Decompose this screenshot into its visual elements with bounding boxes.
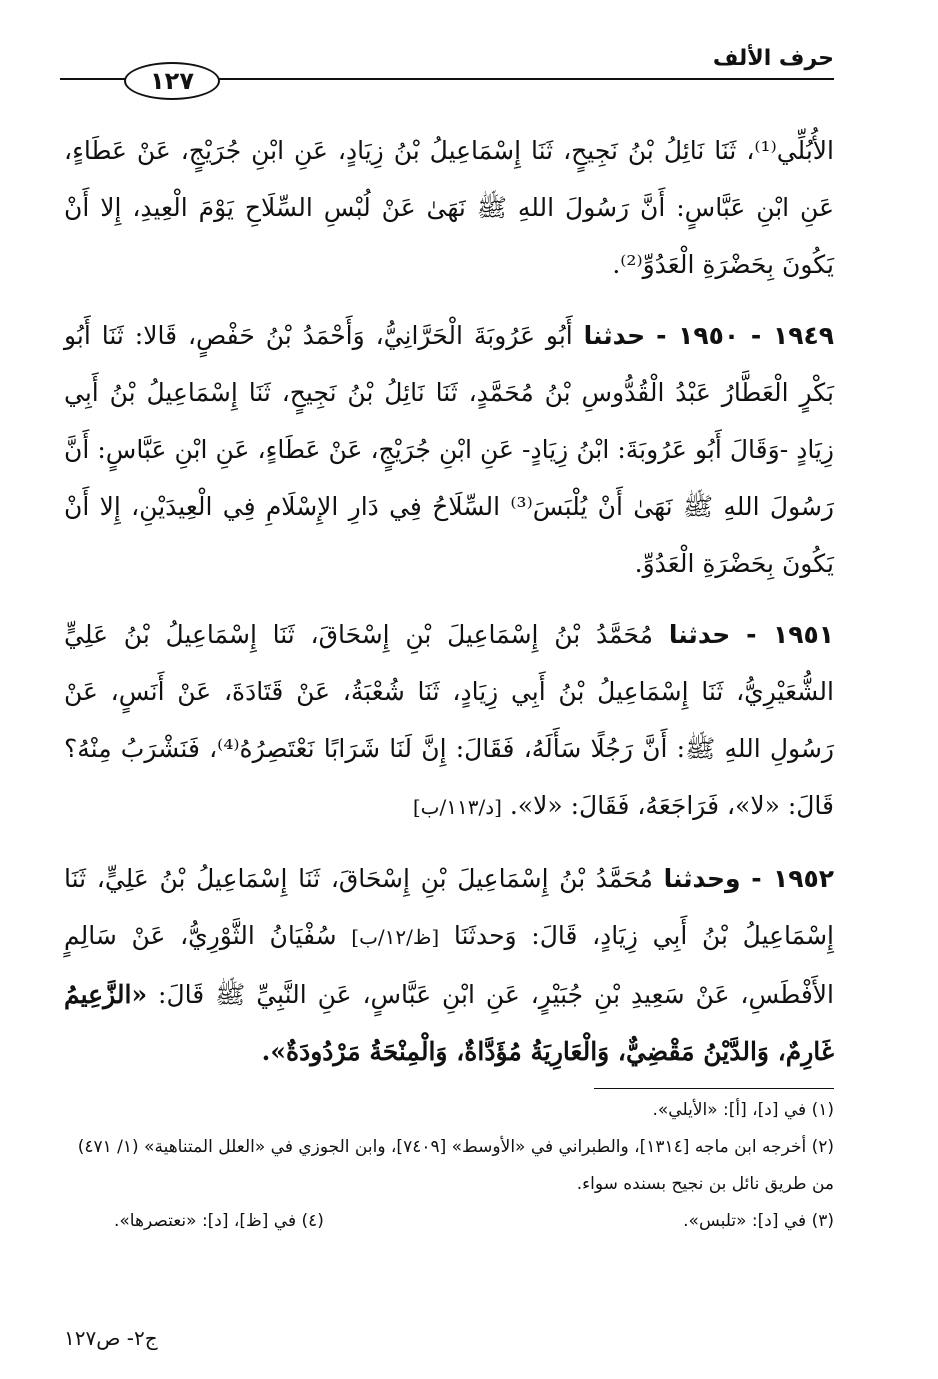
footnote-4: (٤) في [ظ]، [د]: «نعتصرها». bbox=[114, 1211, 324, 1231]
hadith-number: ١٩٤٩ - ١٩٥٠ - bbox=[656, 321, 834, 350]
hadith-1951 bbox=[64, 606, 834, 836]
hadith-text: مُحَمَّدُ بْنُ إِسْمَاعِيلَ بْنِ إِسْحَاقَ، ثَنَا إِسْمَاعِيلُ بْنُ عَلِيٍّ الشُّعَيْرِيُّ، ثَنَا إِسْمَاعِيلُ بْنُ أَبِي زِيَادٍ، ثَنَا شُعْبَةُ، عَنْ قَتَادَةَ، عَنْ أَنَسٍ، عَنْ رَسُولِ اللهِ ﷺ: أَنَّ رَجُلًا سَأَلَهُ، فَقَالَ: إِنَّ لَنَا شَرَابًا نَعْتَصِرُهُ⁽⁴⁾، فَنَشْرَبُ مِنْهُ؟ قَالَ: «لا»، فَرَاجَعَهُ، فَقَالَ: «لا». bbox=[64, 620, 834, 820]
footnote-1: (١) في [د]، [أ]: «الأيلي». bbox=[652, 1100, 834, 1120]
hadith-text-continued: سُفْيَانُ الثَّوْرِيُّ، عَنْ سَالِمٍ الأَفْطَسِ، عَنْ سَعِيدِ بْنِ جُبَيْرٍ، عَنِ ابْنِ عَبَّاسٍ، عَنِ النَّبِيِّ ﷺ قَالَ: bbox=[64, 921, 835, 1009]
hadith-keyword: حدثنا bbox=[668, 620, 731, 649]
hadith-1949-1950 bbox=[64, 307, 834, 592]
page-header bbox=[60, 44, 834, 104]
chapter-title: حرف الألف bbox=[712, 46, 834, 71]
hadith-number: ١٩٥١ - bbox=[746, 620, 834, 649]
footnotes bbox=[64, 1092, 834, 1240]
manuscript-ref: [ظ/١٢/ب] bbox=[351, 925, 440, 949]
main-text bbox=[64, 122, 834, 1094]
hadith-keyword: وحدثنا bbox=[663, 864, 741, 893]
footnote-rule bbox=[594, 1088, 834, 1089]
paragraph-continuation: الأُبُلِّي⁽¹⁾، ثَنَا نَائِلُ بْنُ نَجِيحٍ، ثَنَا إِسْمَاعِيلُ بْنُ زِيَادٍ، عَنِ ابْنِ جُرَيْجٍ، عَنْ عَطَاءٍ، عَنِ ابْنِ عَبَّاسٍ: أَنَّ رَسُولَ اللهِ ﷺ نَهَىٰ عَنْ لُبْسِ السِّلَاحِ يَوْمَ الْعِيدِ، إِلا أَنْ يَكُونَ بِحَضْرَةِ الْعَدُوِّ⁽²⁾. bbox=[64, 136, 834, 279]
hadith-keyword: حدثنا bbox=[583, 321, 646, 350]
hadith-text: أَبُو عَرُوبَةَ الْحَرَّانِيُّ، وَأَحْمَدُ بْنُ حَفْصٍ، قَالا: ثَنَا أَبُو بَكْرٍ الْعَطَّارُ عَبْدُ الْقُدُّوسِ بْنُ مُحَمَّدٍ، ثَنَا نَائِلُ بْنُ نَجِيحٍ، ثَنَا إِسْمَاعِيلُ بْنُ أَبِي زِيَادٍ -وَقَالَ أَبُو عَرُوبَةَ: ابْنُ زِيَادٍ- عَنِ ابْنِ جُرَيْجٍ، عَنْ عَطَاءٍ، عَنِ ابْنِ عَبَّاسٍ: أَنَّ رَسُولَ اللهِ ﷺ نَهَىٰ أَنْ يُلْبَسَ⁽³⁾ السِّلَاحُ فِي دَارِ الإِسْلَامِ فِي الْعِيدَيْنِ، إِلا أَنْ يَكُونَ بِحَضْرَةِ الْعَدُوِّ. bbox=[64, 321, 834, 578]
hadith-number: ١٩٥٢ - bbox=[751, 864, 834, 893]
hadith-1952 bbox=[64, 850, 834, 1080]
manuscript-ref: [د/١١٣/ب] bbox=[412, 795, 502, 819]
footnote-3: (٣) في [د]: «تلبس». bbox=[683, 1211, 834, 1231]
footnote-row bbox=[64, 1203, 834, 1240]
volume-page-signature: ج٢- ص١٢٧ bbox=[64, 1326, 158, 1350]
hadith-text: مُحَمَّدُ بْنُ إِسْمَاعِيلَ بْنِ إِسْحَاقَ، ثَنَا إِسْمَاعِيلُ بْنُ عَلِيٍّ، ثَنَا إِسْمَاعِيلُ بْنُ أَبِي زِيَادٍ، قَالَ: وَحدثَنَا bbox=[64, 864, 834, 950]
footnote-2: (٢) أخرجه ابن ماجه [١٣١٤]، والطبراني في «الأوسط» [٧٤٠٩]، وابن الجوزي في «العلل المتناهية» (١/ ٤٧١) من طريق نائل بن نجيح بسنده سواء. bbox=[77, 1137, 834, 1194]
hadith-matn: «الزَّعِيمُ غَارِمٌ، وَالدَّيْنُ مَقْضِيٌّ، وَالْعَارِيَةُ مُؤَدَّاةٌ، وَالْمِنْحَةُ مَرْدُودَةٌ». bbox=[64, 980, 834, 1066]
page-number-badge: ١٢٧ bbox=[124, 62, 220, 100]
